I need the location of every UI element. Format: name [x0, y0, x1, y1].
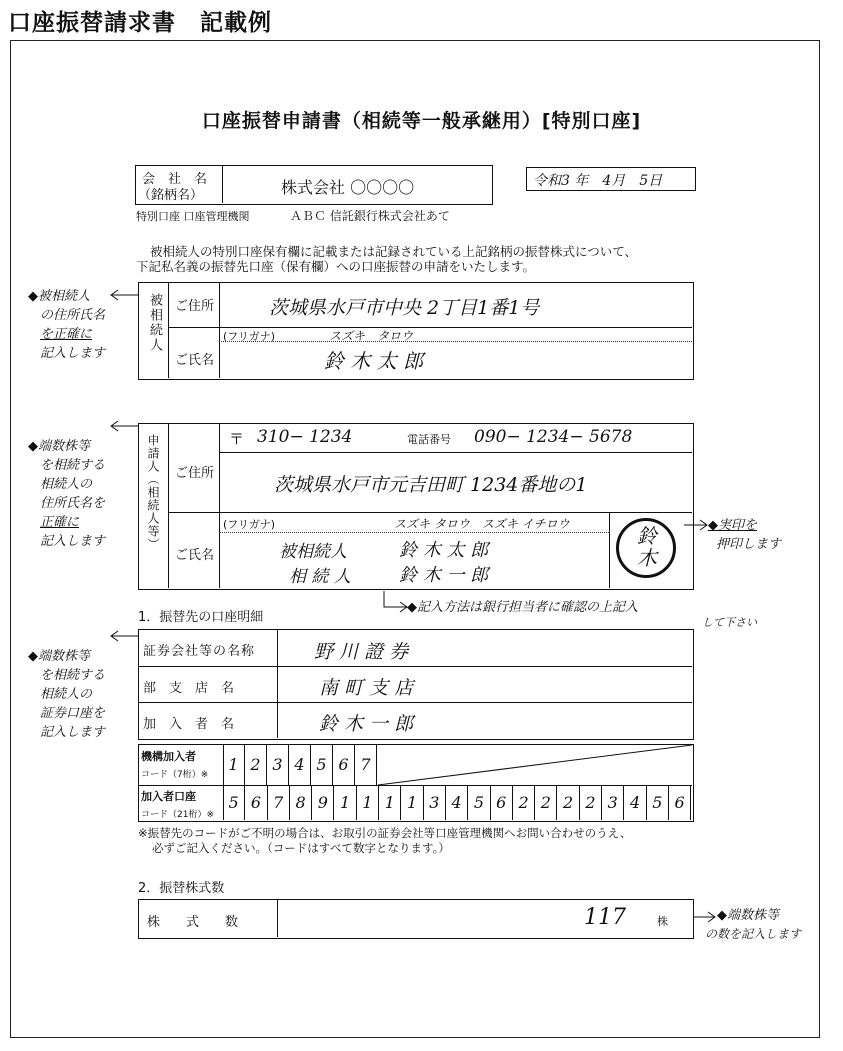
agency-label: 特別口座 口座管理機関	[136, 210, 250, 223]
code-digit: 9	[312, 786, 334, 820]
acct-code-label: 加入者口座	[141, 790, 196, 803]
section1-title: 1．振替先の口座明細	[138, 610, 264, 625]
code-digit: 4	[446, 786, 468, 820]
code-digit: 3	[602, 786, 624, 820]
phone-label: 電話番号	[407, 433, 451, 446]
code-digit: 7	[355, 745, 377, 785]
note-bank-line1: ◆記入方法は銀行担当者に確認の上記入	[407, 600, 638, 615]
phone-number: 090− 1234− 5678	[474, 427, 633, 447]
applicant-name1-role: 被相続人	[279, 542, 347, 562]
seal-stamp	[616, 518, 676, 578]
date-value: 令和3 年 4月 5日	[533, 173, 663, 189]
arrow-bank-note	[380, 591, 410, 615]
postal-mark: 〒	[229, 430, 245, 448]
date-box	[526, 167, 696, 191]
form-title: 口座振替申請書（相続等一般承継用）[特別口座]	[201, 110, 642, 132]
code-digit: 1	[401, 786, 423, 820]
note-line: を相続する	[40, 668, 106, 683]
company-box	[135, 165, 493, 205]
shares-label: 株 式 数	[147, 915, 239, 930]
branch-value: 南 町 支 店	[319, 677, 414, 699]
applicant-furigana-value: スズキ タロウ スズキ イチロウ	[394, 517, 570, 531]
arrow-account	[108, 630, 140, 642]
code-digit: 1	[223, 745, 245, 785]
company-name: 株式会社 〇〇〇〇	[281, 178, 415, 197]
note-account	[28, 647, 105, 742]
decedent-name-value: 鈴 木 太 郎	[324, 349, 424, 373]
code-digit: 4	[289, 745, 311, 785]
decedent-furigana-label: (フリガナ)	[223, 330, 276, 343]
note-line: ◆被相続人	[28, 289, 90, 304]
agency-name: ＡＢＣ 信託銀行株式会社あて	[290, 209, 450, 223]
footnote-line1: ※振替先のコードがご不明の場合は、お取引の証券会社等口座管理機関へお問い合わせのうえ、	[138, 826, 632, 840]
note-applicant	[28, 437, 105, 551]
code-digit: 5	[311, 745, 333, 785]
code-digit: 1	[357, 786, 379, 820]
note-bank-line2: して下さい	[702, 616, 757, 629]
code-digit: 6	[245, 786, 267, 820]
note-line: ◆端数株等	[28, 649, 90, 664]
applicant-address-label: ご住所	[175, 466, 215, 481]
branch-label: 部 支 店 名	[143, 681, 235, 696]
org-code-label-sub: コード（7桁）※	[141, 770, 209, 780]
code-digit: 2	[245, 745, 267, 785]
note-line: の数を記入します	[705, 927, 802, 941]
decedent-furigana-value: スズキ タロウ	[329, 329, 414, 343]
decedent-side-label: 被相続人	[147, 293, 162, 353]
applicant-name-label: ご氏名	[175, 548, 215, 563]
note-line: 住所氏名を	[40, 496, 106, 511]
decedent-address-value: 茨城県水戸市中央 2丁目1番1号	[269, 297, 540, 319]
footnote-line2: 必ずご記入ください。（コードはすべて数字となります。）	[152, 841, 450, 855]
code-digit: 5	[647, 786, 669, 820]
code-digit: 4	[624, 786, 646, 820]
code-digit: 7	[268, 786, 290, 820]
shares-box	[138, 899, 694, 939]
decedent-box	[138, 282, 694, 380]
note-line: ◆端数株等	[28, 439, 90, 454]
arrow-decedent	[108, 289, 140, 301]
arrow-seal	[684, 519, 710, 531]
code-box	[138, 744, 694, 822]
intro-line2: 下記私名義の振替先口座（保有欄）への口座振替の申請をいたします。	[136, 259, 536, 274]
applicant-box	[138, 423, 694, 590]
code-digit: 6	[669, 786, 691, 820]
note-line: 相続人の	[40, 477, 93, 492]
code-digit: 2	[513, 786, 535, 820]
decedent-name-label: ご氏名	[175, 353, 215, 368]
company-label: 会 社 名	[142, 172, 208, 187]
note-line: 相続人の	[40, 687, 93, 702]
code-digit: 3	[267, 745, 289, 785]
applicant-name2-role: 相 続 人	[289, 567, 351, 587]
note-line: を正確に	[40, 327, 93, 342]
note-line: 正確に	[40, 515, 80, 530]
code-digit: 5	[223, 786, 245, 820]
note-line: を相続する	[40, 458, 106, 473]
note-seal	[708, 516, 781, 554]
page-heading: 口座振替請求書 記載例	[8, 10, 272, 36]
account-box	[138, 629, 694, 740]
code-digit: 8	[290, 786, 312, 820]
note-line: 押印します	[716, 537, 782, 552]
note-line: ◆端数株等	[717, 908, 779, 923]
code-digit: 3	[424, 786, 446, 820]
seal-text: 鈴木	[637, 524, 657, 570]
note-decedent	[28, 287, 105, 363]
applicant-side-label: 申請人（相続人等）	[146, 434, 160, 551]
org-code-label: 機構加入者	[141, 750, 196, 763]
shares-unit: 株	[657, 915, 668, 928]
note-line: 記入します	[40, 346, 106, 361]
code-digit: 1	[379, 786, 401, 820]
note-line: の住所氏名	[40, 308, 106, 323]
section2-title: 2．振替株式数	[138, 881, 225, 896]
decedent-address-label: ご住所	[175, 299, 215, 314]
note-line: ◆実印を	[708, 518, 757, 533]
code-digit: 1	[335, 786, 357, 820]
note-line: 記入します	[40, 534, 106, 549]
code-digit: 2	[535, 786, 557, 820]
broker-value: 野 川 證 券	[314, 641, 409, 663]
code-digit: 5	[468, 786, 490, 820]
company-label-sub: （銘柄名）	[138, 188, 204, 203]
holder-label: 加 入 者 名	[143, 717, 235, 732]
shares-value: 117	[584, 905, 626, 930]
broker-label: 証券会社等の名称	[143, 644, 256, 659]
note-line: 記入します	[40, 725, 106, 740]
code-digit: 2	[558, 786, 580, 820]
applicant-name2: 鈴 木 一 郎	[399, 565, 489, 586]
strike-diagonal	[378, 745, 692, 785]
holder-value: 鈴 木 一 郎	[319, 713, 414, 735]
postal-code: 310− 1234	[257, 427, 353, 447]
applicant-name1: 鈴 木 太 郎	[399, 540, 489, 561]
acct-code-label-sub: コード（21桁）※	[141, 810, 214, 820]
arrow-applicant	[108, 420, 140, 432]
note-line: 証券口座を	[40, 706, 106, 721]
code-digit: 6	[491, 786, 513, 820]
intro-line1: 被相続人の特別口座保有欄に記載または記録されている上記銘柄の振替株式について、	[150, 244, 638, 259]
arrow-shares	[694, 911, 718, 923]
code-digit: 6	[333, 745, 355, 785]
note-shares	[705, 906, 802, 944]
code-digit: 2	[580, 786, 602, 820]
applicant-address-value: 茨城県水戸市元吉田町 1234番地の1	[274, 474, 588, 496]
applicant-furigana-label: (フリガナ)	[223, 518, 276, 531]
